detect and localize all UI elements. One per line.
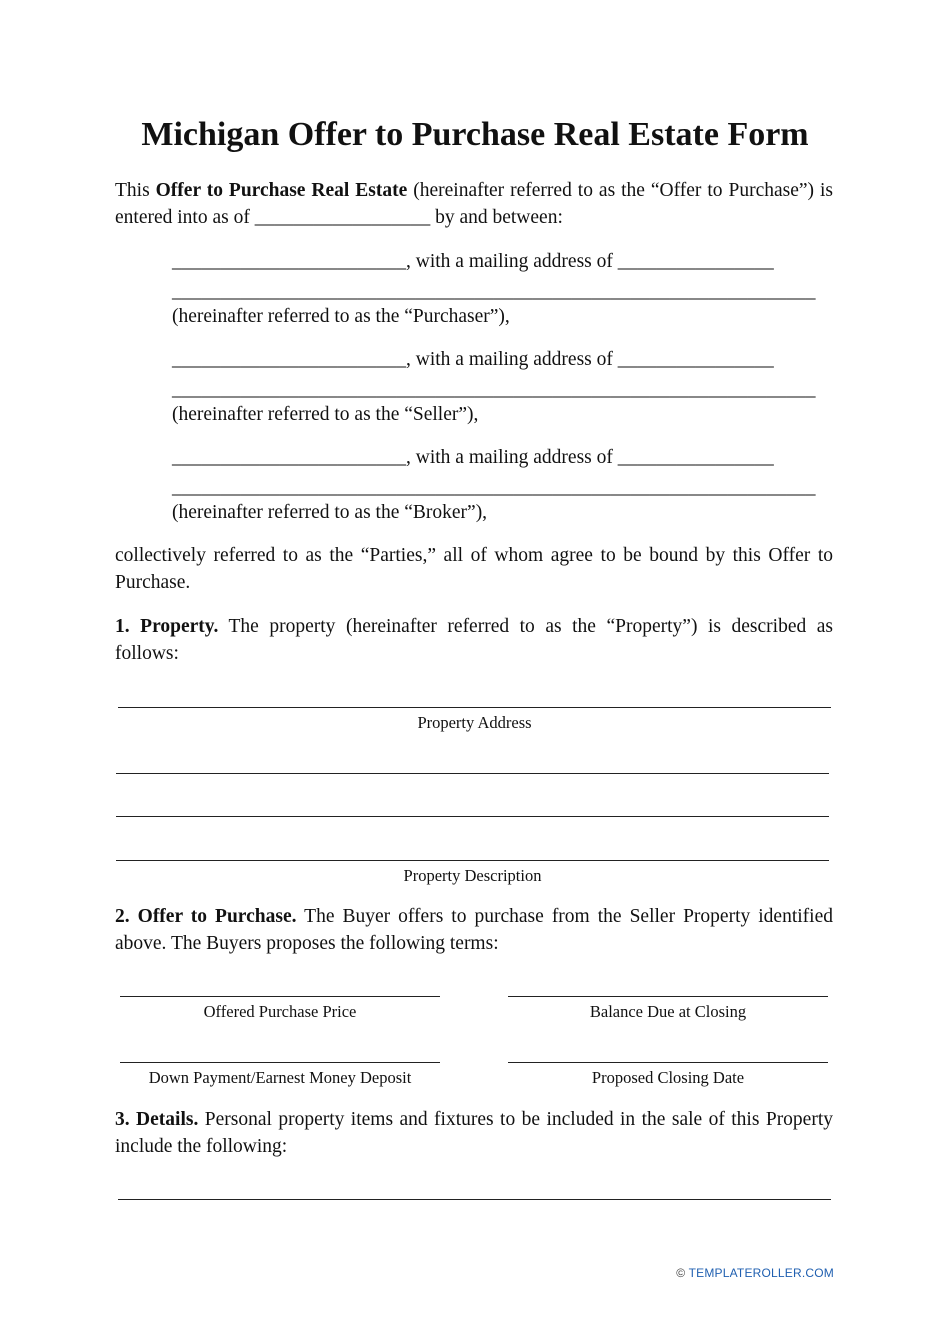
intro-rest: (hereinafter referred to as the “Offer to Purchase”) is entered into as of __________________ by and between: <box>115 180 834 228</box>
property-address-line[interactable] <box>118 707 831 708</box>
section-2-paragraph <box>115 903 833 957</box>
purchaser-name-line[interactable]: ________________________, with a mailing address of ________________ <box>172 251 774 272</box>
intro-this: This <box>115 180 150 201</box>
section-3-heading: 3. Details. <box>115 1109 199 1130</box>
details-line[interactable] <box>118 1199 831 1200</box>
purchaser-address-line[interactable]: __________________________________________________________________ <box>172 281 816 302</box>
document-title: Michigan Offer to Purchase Real Estate Form <box>141 116 809 153</box>
footer-credit[interactable] <box>670 1266 834 1280</box>
section-2-heading: 2. Offer to Purchase. <box>115 906 297 927</box>
intro-bold: Offer to Purchase Real Estate <box>155 180 408 201</box>
closing-date-label: Proposed Closing Date <box>591 1068 745 1087</box>
seller-role: (hereinafter referred to as the “Seller”), <box>172 404 479 425</box>
down-payment-line[interactable] <box>120 1062 440 1063</box>
balance-due-line[interactable] <box>508 996 828 997</box>
property-description-label: Property Description <box>403 866 542 885</box>
seller-name-line[interactable]: ________________________, with a mailing address of ________________ <box>172 349 774 370</box>
section-3-paragraph <box>115 1106 833 1160</box>
balance-due-label: Balance Due at Closing <box>589 1002 747 1021</box>
purchaser-role: (hereinafter referred to as the “Purchaser”), <box>172 306 510 327</box>
section-1-paragraph <box>115 613 833 667</box>
footer-site-link[interactable]: TEMPLATEROLLER.COM <box>688 1266 834 1280</box>
closing-date-line[interactable] <box>508 1062 828 1063</box>
property-description-line-1[interactable] <box>116 773 829 774</box>
broker-role: (hereinafter referred to as the “Broker”), <box>172 502 488 523</box>
intro-paragraph <box>115 177 833 231</box>
property-description-line-3[interactable] <box>116 860 829 861</box>
broker-address-line[interactable]: __________________________________________________________________ <box>172 477 816 498</box>
section-3-text: Personal property items and fixtures to be included in the sale of this Property include the following: <box>115 1109 834 1157</box>
section-1-heading: 1. Property. <box>115 616 219 637</box>
section-2-text: The Buyer offers to purchase from the Seller Property identified above. The Buyers proposes the following terms: <box>115 906 833 954</box>
property-description-line-2[interactable] <box>116 816 829 817</box>
collective-paragraph: collectively referred to as the “Parties,” all of whom agree to be bound by this Offer to Purchase. <box>115 545 833 593</box>
property-address-label: Property Address <box>417 713 532 732</box>
seller-address-line[interactable]: __________________________________________________________________ <box>172 379 816 400</box>
offered-price-label: Offered Purchase Price <box>203 1002 357 1021</box>
offered-price-line[interactable] <box>120 996 440 997</box>
broker-name-line[interactable]: ________________________, with a mailing address of ________________ <box>172 447 774 468</box>
copyright-symbol: © <box>676 1266 686 1280</box>
section-1-text: The property (hereinafter referred to as the “Property”) is described as follows: <box>115 616 833 664</box>
down-payment-label: Down Payment/Earnest Money Deposit <box>148 1068 412 1087</box>
